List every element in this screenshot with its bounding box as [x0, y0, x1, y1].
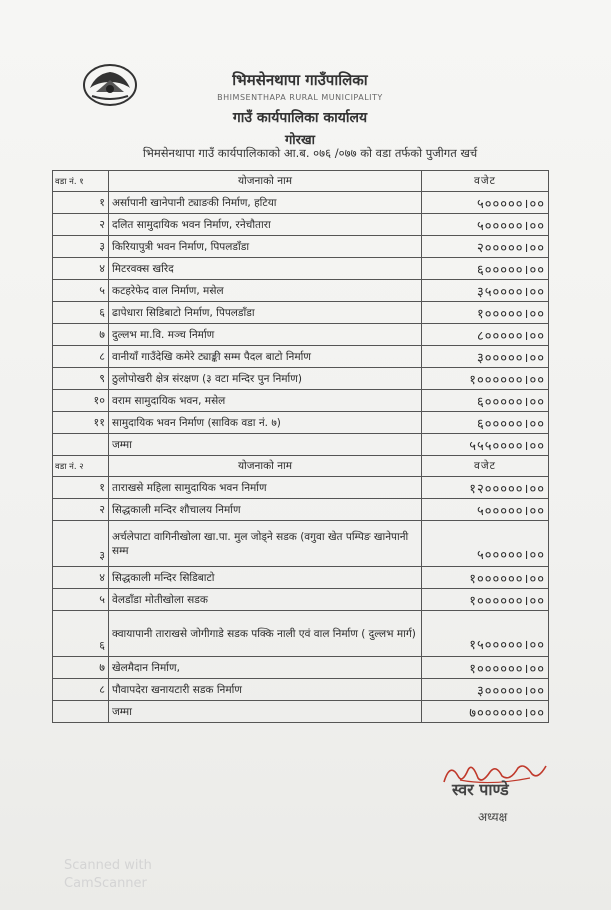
- total-amount: ५५५००००।००: [422, 434, 549, 456]
- column-header-budget: वजेट: [422, 456, 549, 477]
- table-row: [53, 477, 549, 499]
- ward2-header-row: [53, 456, 549, 477]
- municipality-title-english: BHIMSENTHAPA RURAL MUNICIPALITY: [217, 93, 383, 102]
- ward1-header-row: [53, 171, 549, 192]
- row-number: ३: [53, 521, 109, 567]
- total-label: जम्मा: [109, 701, 422, 723]
- table-row: [53, 567, 549, 589]
- table-row: [53, 657, 549, 679]
- capital-expenditure-table: [52, 170, 549, 723]
- project-name: खेलमैदान निर्माण,: [109, 657, 422, 679]
- budget-amount: ३०००००।००: [422, 679, 549, 701]
- project-name: पौवापदेरा खनायटारी सडक निर्माण: [109, 679, 422, 701]
- budget-amount: ५०००००।००: [422, 214, 549, 236]
- budget-amount: ३५००००।००: [422, 280, 549, 302]
- project-name: वानीयाँ गाउँदेखि कमेरे ट्याङ्की सम्म पैदल बाटो निर्माण: [109, 346, 422, 368]
- project-name: किरियापुत्री भवन निर्माण, पिपलडाँडा: [109, 236, 422, 258]
- row-number: ८: [53, 346, 109, 368]
- budget-amount: १००००००।००: [422, 657, 549, 679]
- project-name: क्वायापानी ताराखसे जोगीगाडे सडक पक्कि नाली एवं वाल निर्माण ( दुल्लभ मार्ग): [109, 611, 422, 657]
- row-number: २: [53, 499, 109, 521]
- row-number: ४: [53, 258, 109, 280]
- budget-amount: ८०००००।००: [422, 324, 549, 346]
- row-number: ५: [53, 280, 109, 302]
- ward-label: वडा नं. २: [53, 456, 109, 477]
- project-name: वेलडाँडा मोतीखोला सडक: [109, 589, 422, 611]
- budget-amount: ५०००००।००: [422, 521, 549, 567]
- signatory-name: स्वर पाण्डे: [452, 780, 509, 799]
- budget-amount: १००००००।००: [422, 567, 549, 589]
- column-header-name: योजनाको नाम: [109, 456, 422, 477]
- table-row: [53, 258, 549, 280]
- row-number: ७: [53, 657, 109, 679]
- total-label: जम्मा: [109, 434, 422, 456]
- table-row: [53, 390, 549, 412]
- row-number: ९: [53, 368, 109, 390]
- project-name: ढापेधारा सिडिबाटो निर्माण, पिपलडाँडा: [109, 302, 422, 324]
- row-number: १: [53, 477, 109, 499]
- ward-label: वडा नं. १: [53, 171, 109, 192]
- government-emblem-icon: [82, 62, 138, 108]
- row-number: ८: [53, 679, 109, 701]
- table-row: [53, 236, 549, 258]
- budget-amount: ५०००००।००: [422, 192, 549, 214]
- table-row: [53, 346, 549, 368]
- ward2-total-row: [53, 701, 549, 723]
- budget-amount: ६०००००।००: [422, 412, 549, 434]
- table-row: [53, 521, 549, 567]
- table-row: [53, 302, 549, 324]
- project-name: मिटरवक्स खरिद: [109, 258, 422, 280]
- table-row: [53, 499, 549, 521]
- project-name: ताराखसे महिला सामुदायिक भवन निर्माण: [109, 477, 422, 499]
- table-row: [53, 412, 549, 434]
- district-name: गोरखा: [284, 133, 315, 148]
- budget-amount: ५०००००।००: [422, 499, 549, 521]
- project-name: सिद्धकाली मन्दिर शौचालय निर्माण: [109, 499, 422, 521]
- budget-amount: ३०००००।००: [422, 346, 549, 368]
- watermark-line-1: Scanned with: [64, 858, 152, 873]
- document-subtitle: भिमसेनथापा गाउँ कार्यपालिकाको आ.ब. ०७६ /०७७ को वडा तर्फको पुजीगत खर्च: [142, 146, 478, 160]
- project-name: कटहरेफेद वाल निर्माण, मसेल: [109, 280, 422, 302]
- project-name: दलित सामुदायिक भवन निर्माण, रनेचौतारा: [109, 214, 422, 236]
- budget-amount: १५०००००।००: [422, 611, 549, 657]
- project-name: सामुदायिक भवन निर्माण (साविक वडा नं. ७): [109, 412, 422, 434]
- ward1-total-row: [53, 434, 549, 456]
- column-header-name: योजनाको नाम: [109, 171, 422, 192]
- table-row: [53, 280, 549, 302]
- row-number: १: [53, 192, 109, 214]
- row-number: ६: [53, 302, 109, 324]
- project-name: ठुलोपोखरी क्षेत्र संरक्षण (३ वटा मन्दिर पुन निर्माण): [109, 368, 422, 390]
- budget-amount: १००००००।००: [422, 589, 549, 611]
- table-row: [53, 192, 549, 214]
- table-row: [53, 214, 549, 236]
- project-name: अर्सापानी खानेपानी ट्याङकी निर्माण, हटिया: [109, 192, 422, 214]
- budget-amount: ६०००००।००: [422, 258, 549, 280]
- row-number: ७: [53, 324, 109, 346]
- budget-amount: १२०००००।००: [422, 477, 549, 499]
- row-number: ४: [53, 567, 109, 589]
- table-row: [53, 368, 549, 390]
- table-row: [53, 679, 549, 701]
- scanner-watermark: [64, 857, 152, 893]
- row-number: १०: [53, 390, 109, 412]
- office-name: गाउँ कार्यपालिका कार्यालय: [232, 110, 368, 126]
- row-number: ६: [53, 611, 109, 657]
- row-number: ११: [53, 412, 109, 434]
- row-number: ३: [53, 236, 109, 258]
- budget-amount: १००००००।००: [422, 368, 549, 390]
- row-number: ५: [53, 589, 109, 611]
- municipality-title: भिमसेनथापा गाउँपालिका: [232, 71, 368, 89]
- empty-cell: [53, 434, 109, 456]
- budget-amount: ६०००००।००: [422, 390, 549, 412]
- table-row: [53, 324, 549, 346]
- empty-cell: [53, 701, 109, 723]
- total-amount: ७००००००।००: [422, 701, 549, 723]
- project-name: सिद्धकाली मन्दिर सिडिबाटो: [109, 567, 422, 589]
- signatory-role: अध्यक्ष: [478, 810, 508, 824]
- project-name: वराम सामुदायिक भवन, मसेल: [109, 390, 422, 412]
- column-header-budget: वजेट: [422, 171, 549, 192]
- budget-amount: १०००००।००: [422, 302, 549, 324]
- project-name: दुल्लभ मा.वि. मञ्च निर्माण: [109, 324, 422, 346]
- row-number: २: [53, 214, 109, 236]
- table-row: [53, 611, 549, 657]
- watermark-line-2: CamScanner: [64, 876, 147, 891]
- table-row: [53, 589, 549, 611]
- budget-amount: २०००००।००: [422, 236, 549, 258]
- project-name: अर्चलेपाटा वागिनीखोला खा.पा. मुल जोड्ने सडक (वगुवा खेत पम्पिङ खानेपानी सम्म: [109, 521, 422, 567]
